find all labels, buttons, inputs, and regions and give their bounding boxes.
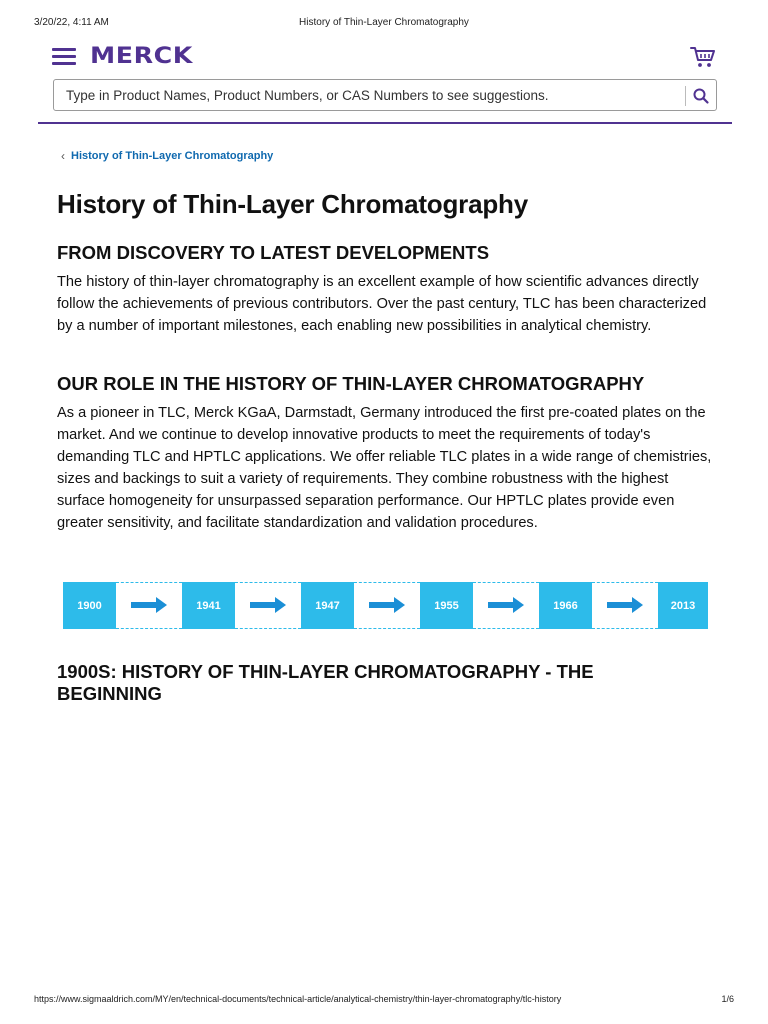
timeline-year-1941[interactable]: 1941 [182, 582, 235, 629]
section-heading-our-role: OUR ROLE IN THE HISTORY OF THIN-LAYER CHROMATOGRAPHY [57, 373, 645, 394]
page-title: History of Thin-Layer Chromatography [57, 189, 528, 219]
section-body-discovery: The history of thin-layer chromatography is an excellent example of how scientific advances directly follow the achievements of previous contributors. Over the past century, TLC has been characterized by a number of important milestones, each enabling new possibilities in analytical chemistry. [57, 274, 707, 334]
section-heading-discovery: FROM DISCOVERY TO LATEST DEVELOPMENTS [57, 242, 490, 263]
chevron-left-icon: ‹ [61, 149, 65, 163]
breadcrumb [61, 149, 273, 163]
timeline [63, 582, 708, 630]
search-input[interactable] [55, 81, 683, 109]
arrow-right-icon [486, 596, 526, 614]
timeline-year-1955[interactable]: 1955 [420, 582, 473, 629]
timeline-year-1947[interactable]: 1947 [301, 582, 354, 629]
section-body-our-role: As a pioneer in TLC, Merck KGaA, Darmstadt, Germany introduced the first pre-coated plates on the market. And we continue to develop innovative products to meet the requirements of today's demanding TLC and HPTLC applications. We offer reliable TLC plates in a wide range of chemistries, sizes and backings to suit a variety of requirements. They combine robustness with the highest surface homogeneity for unsurpassed separation performance. Our HPTLC plates provide even greater sensitivity, and facilitate standardization and validation procedures. [57, 405, 712, 531]
arrow-right-icon [367, 596, 407, 614]
arrow-right-icon [129, 596, 169, 614]
search-divider [685, 86, 686, 106]
cart-icon[interactable] [690, 45, 716, 69]
timeline-year-2013[interactable]: 2013 [658, 582, 708, 629]
search-icon[interactable] [692, 87, 710, 105]
print-datetime: 3/20/22, 4:11 AM [34, 17, 109, 28]
timeline-year-1966[interactable]: 1966 [539, 582, 592, 629]
print-header [0, 17, 768, 31]
print-page-number: 1/6 [721, 994, 734, 1004]
arrow-right-icon [248, 596, 288, 614]
breadcrumb-link[interactable]: History of Thin-Layer Chromatography [71, 150, 274, 162]
section-heading-1900s: 1900S: HISTORY OF THIN-LAYER CHROMATOGRAPHY - THE BEGINNING [57, 661, 594, 704]
hamburger-menu-icon[interactable] [52, 48, 76, 66]
site-header [52, 43, 716, 71]
search-bar [53, 79, 717, 111]
print-url: https://www.sigmaaldrich.com/MY/en/technical-documents/technical-article/analytical-chemistry/thin-layer-chromatography/tlc-history [34, 994, 562, 1004]
header-divider [38, 122, 732, 124]
timeline-year-1900[interactable]: 1900 [63, 582, 116, 629]
arrow-right-icon [605, 596, 645, 614]
merck-logo[interactable]: MERCK [90, 44, 193, 69]
print-title: History of Thin-Layer Chromatography [299, 17, 469, 28]
